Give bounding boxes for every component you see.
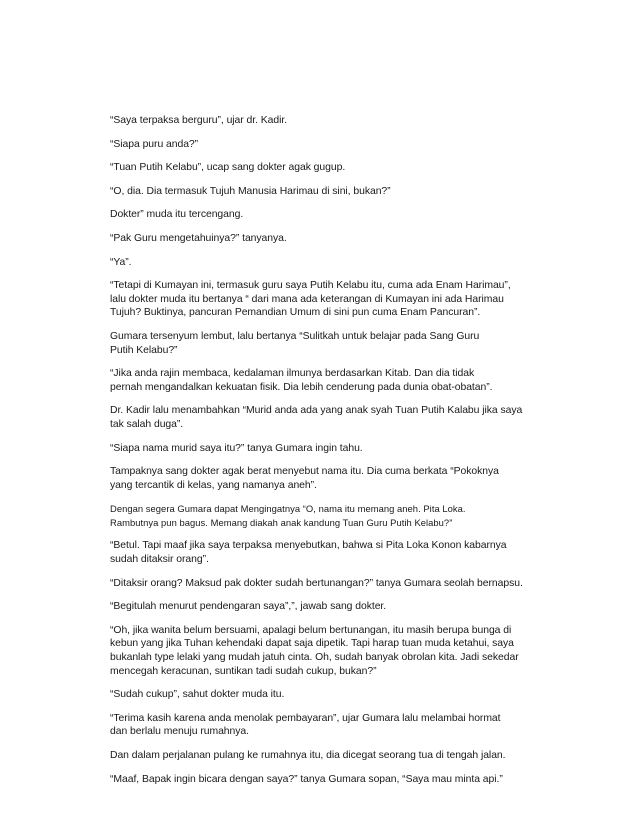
paragraph-line: kebun yang jika Tuhan kehendaki dapat saja dipetik. Tapi harap tuan muda ketahui, saya [110,638,514,650]
paragraph-line: “Maaf, Bapak ingin bicara dengan saya?” tanya Gumara sopan, “Saya mau minta api.” [110,773,503,785]
paragraph-line: Dr. Kadir lalu menambahkan “Murid anda ada yang anak syah Tuan Putih Kalabu jika saya [110,405,523,417]
paragraph-line: Dan dalam perjalanan pulang ke rumahnya itu, dia dicegat seorang tua di tengah jalan. [110,750,506,761]
paragraph-line: “Jika anda rajin membaca, kedalaman ilmunya berdasarkan Kitab. Dan dia tidak [110,368,475,380]
paragraph-line: Tujuh? Buktinya, pancuran Pemandian Umum di sini pun cuma Enam Pancuran”. [110,307,481,319]
paragraph [110,138,530,152]
paragraph-line: lalu dokter muda itu bertanya “ dari mana ada keterangan di Kumayan ini ada Harimau [110,293,504,305]
paragraph [110,161,530,175]
paragraph-line: “Siapa puru anda?” [110,138,199,150]
paragraph-line: pernah mengandalkan kekuatan fisik. Dia lebih cenderung pada dunia obat-obatan”. [110,381,493,393]
paragraph [110,279,530,320]
paragraph [110,688,530,702]
paragraph [110,404,530,431]
paragraph-line: “Terima kasih karena anda menolak pembayaran”, ujar Gumara lalu melambai hormat [110,712,501,724]
paragraph [110,502,530,529]
paragraph [110,232,530,246]
paragraph-line: sudah ditaksir orang”. [110,554,209,566]
paragraph [110,185,530,199]
paragraph [110,114,530,128]
paragraph-line: Dokter” muda itu tercengang. [110,209,244,221]
paragraph-line: bukanlah type lelaki yang mudah jatuh cinta. Oh, sudah banyak obrolan kita. Jadi sekedar [110,652,519,664]
paragraph [110,539,530,566]
paragraph [110,465,530,492]
paragraph [110,442,530,456]
paragraph-line: dan berlalu menuju rumahnya. [110,726,249,738]
paragraph [110,330,530,357]
paragraph-line: Putih Kelabu?” [110,344,178,356]
paragraph-line: tak salah duga”. [110,418,184,430]
paragraph [110,600,530,614]
paragraph-line: “Betul. Tapi maaf jika saya terpaksa menyebutkan, bahwa si Pita Loka Konon kabarnya [110,540,507,552]
paragraph [110,712,530,739]
paragraph [110,624,530,678]
paragraph [110,208,530,222]
paragraph-line: “Tuan Putih Kelabu”, ucap sang dokter agak gugup. [110,162,346,174]
paragraph [110,256,530,270]
paragraph-line: “Begitulah menurut pendengaran saya”,”, jawab sang dokter. [110,601,387,613]
paragraph [110,367,530,394]
paragraph-line: “Pak Guru mengetahuinya?” tanyanya. [110,232,287,244]
paragraph [110,749,530,763]
paragraph-line: Tampaknya sang dokter agak berat menyebut nama itu. Dia cuma berkata “Pokoknya [110,466,499,478]
paragraph-line: “Tetapi di Kumayan ini, termasuk guru saya Putih Kelabu itu, cuma ada Enam Harimau”, [110,280,511,292]
paragraph-line: “Oh, jika wanita belum bersuami, apalagi belum bertunangan, itu masih berupa bunga di [110,624,512,636]
paragraph-line: Dengan segera Gumara dapat Mengingatnya “O, nama itu memang aneh. Pita Loka. [110,503,466,515]
paragraph-line: “Ya”. [110,256,132,268]
paragraph-line: “Sudah cukup”, sahut dokter muda itu. [110,689,285,701]
paragraph-line: mencegah keracunan, suntikan tadi sudah cukup, bukan?” [110,665,377,677]
paragraph-line: “O, dia. Dia termasuk Tujuh Manusia Harimau di sini, bukan?” [110,185,391,197]
paragraph-line: Gumara tersenyum lembut, lalu bertanya “Sulitkah untuk belajar pada Sang Guru [110,330,480,342]
paragraph-line: “Ditaksir orang? Maksud pak dokter sudah bertunangan?” tanya Gumara seolah bernapsu. [110,577,523,589]
paragraph-line: yang tercantik di kelas, yang namanya aneh”. [110,479,317,491]
paragraph [110,577,530,591]
paragraph-line: “Saya terpaksa berguru”, ujar dr. Kadir. [110,115,288,126]
paragraph [110,773,530,787]
paragraph-line: Rambutnya pun bagus. Memang diakah anak kandung Tuan Guru Putih Kelabu?” [110,516,453,528]
document-body [110,114,530,796]
paragraph-line: “Siapa nama murid saya itu?” tanya Gumara ingin tahu. [110,442,363,454]
